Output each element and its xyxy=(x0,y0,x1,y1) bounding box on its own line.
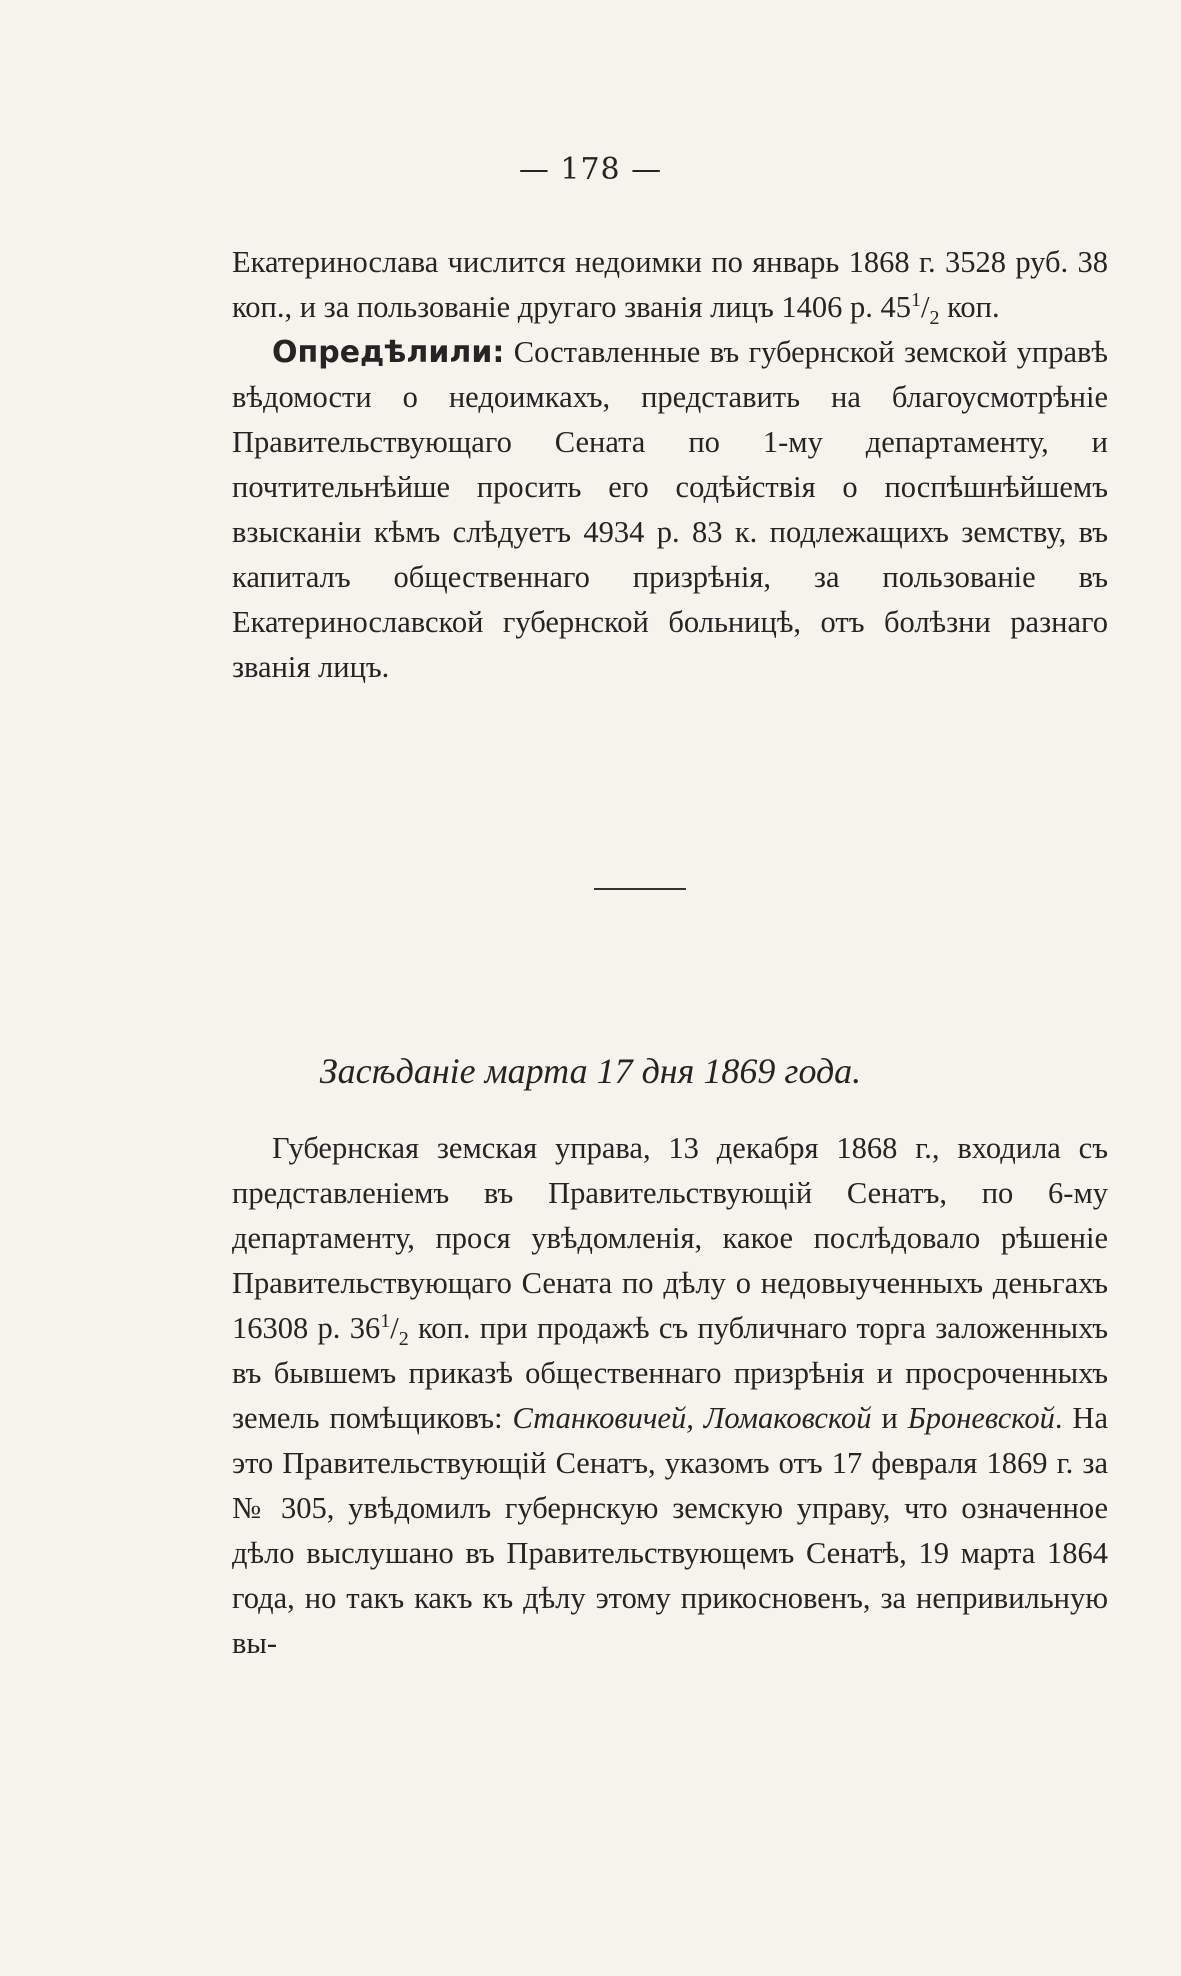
text-block-bottom xyxy=(232,1126,1108,1666)
and-word: и xyxy=(871,1401,908,1435)
section-divider xyxy=(594,888,686,890)
session-heading: Засѣданіе марта 17 дня 1869 года. xyxy=(319,1051,862,1091)
session-text-b: коп. при продажѣ съ публичнаго торга заложенныхъ въ бывшемъ приказѣ общественнаго призрѣнія и просроченныхъ земель помѣщиковъ: xyxy=(232,1311,1108,1435)
text-block-top xyxy=(232,240,1108,690)
session-text-c: . На это Правительствующій Сенатъ, указомъ отъ 17 февраля 1869 г. за № 305, увѣдомилъ губернскую земскую управу, что означенное дѣло выслушано въ Правительствующемъ Сенатѣ, 19 марта 1864 года, но такъ какъ къ дѣлу этому прикосновенъ, за непривильную вы- xyxy=(232,1401,1108,1660)
fraction-numerator-2: 1 xyxy=(380,1309,391,1332)
opening-text: Екатеринослава числится недоимки по январь 1868 г. 3528 руб. 38 коп., и за пользованіе другаго званія лицъ 1406 р. 45 xyxy=(232,245,1108,324)
page-number: — 178 — xyxy=(518,152,663,187)
session-text-a: Губернская земская управа, 13 декабря 1868 г., входила съ представленіемъ въ Правительствующій Сенатъ, по 6-му департаменту, прося увѣдомленія, какое послѣдовало рѣшеніе Правительствующаго Сената по дѣлу о недовыученныхъ деньгахъ 16308 р. 36 xyxy=(232,1131,1108,1345)
landowner-names: Станковичей, Ломаковской xyxy=(512,1401,872,1435)
resolution-text: Составленные въ губернской земской управѣ вѣдомости о недоимкахъ, представить на благоусмотрѣніе Правительствующаго Сената по 1-му департаменту, и почтительнѣйше просить его содѣйствія о поспѣшнѣйшемъ взысканіи кѣмъ слѣдуетъ 4934 р. 83 к. подлежащихъ земству, въ капиталъ общественнаго призрѣнія, за пользованіе въ Екатеринославской губернской больницѣ, отъ болѣзни разнаго званія лицъ. xyxy=(232,335,1108,684)
resolution-paragraph xyxy=(232,330,1108,690)
session-paragraph: Губернская земская управа, 13 декабря 1868 г., входила съ представленіемъ въ Правительствующій Сенатъ, по 6-му департаменту, прося увѣдомленія, какое послѣдовало рѣшеніе Правительствующаго Сената по дѣлу о недовыученныхъ деньгахъ 16308 р. $36^1/_2$ коп. при продажѣ съ публичнаго торга заложенныхъ въ бывшемъ приказѣ общественнаго призрѣнія и просроченныхъ земель помѣщиковъ: Станковичей, Ломаковской и Броневской. На это Правительствующій Сенатъ, указомъ отъ 17 февраля 1869 г. за № 305, увѣдомилъ губернскую земскую управу, что означенное дѣло выслушано въ Правительствующемъ Сенатѣ, 19 марта 1864 года, но такъ какъ къ дѣлу этому прикосновенъ, за непривильную вы- xyxy=(232,1131,1108,1660)
fraction-denominator-2: 2 xyxy=(398,1328,409,1351)
landowner-name-2: Броневской xyxy=(907,1401,1055,1435)
fraction-denominator: 2 xyxy=(929,307,940,330)
resolution-label: Опредѣлили: xyxy=(272,335,505,370)
fraction-numerator: 1 xyxy=(911,288,921,311)
opening-end: коп. xyxy=(939,290,1000,324)
opening-paragraph: Екатеринослава числится недоимки по январь 1868 г. 3528 руб. 38 коп., и за пользованіе другаго званія лицъ 1406 р. $45^1/_2$ коп. xyxy=(232,245,1108,330)
